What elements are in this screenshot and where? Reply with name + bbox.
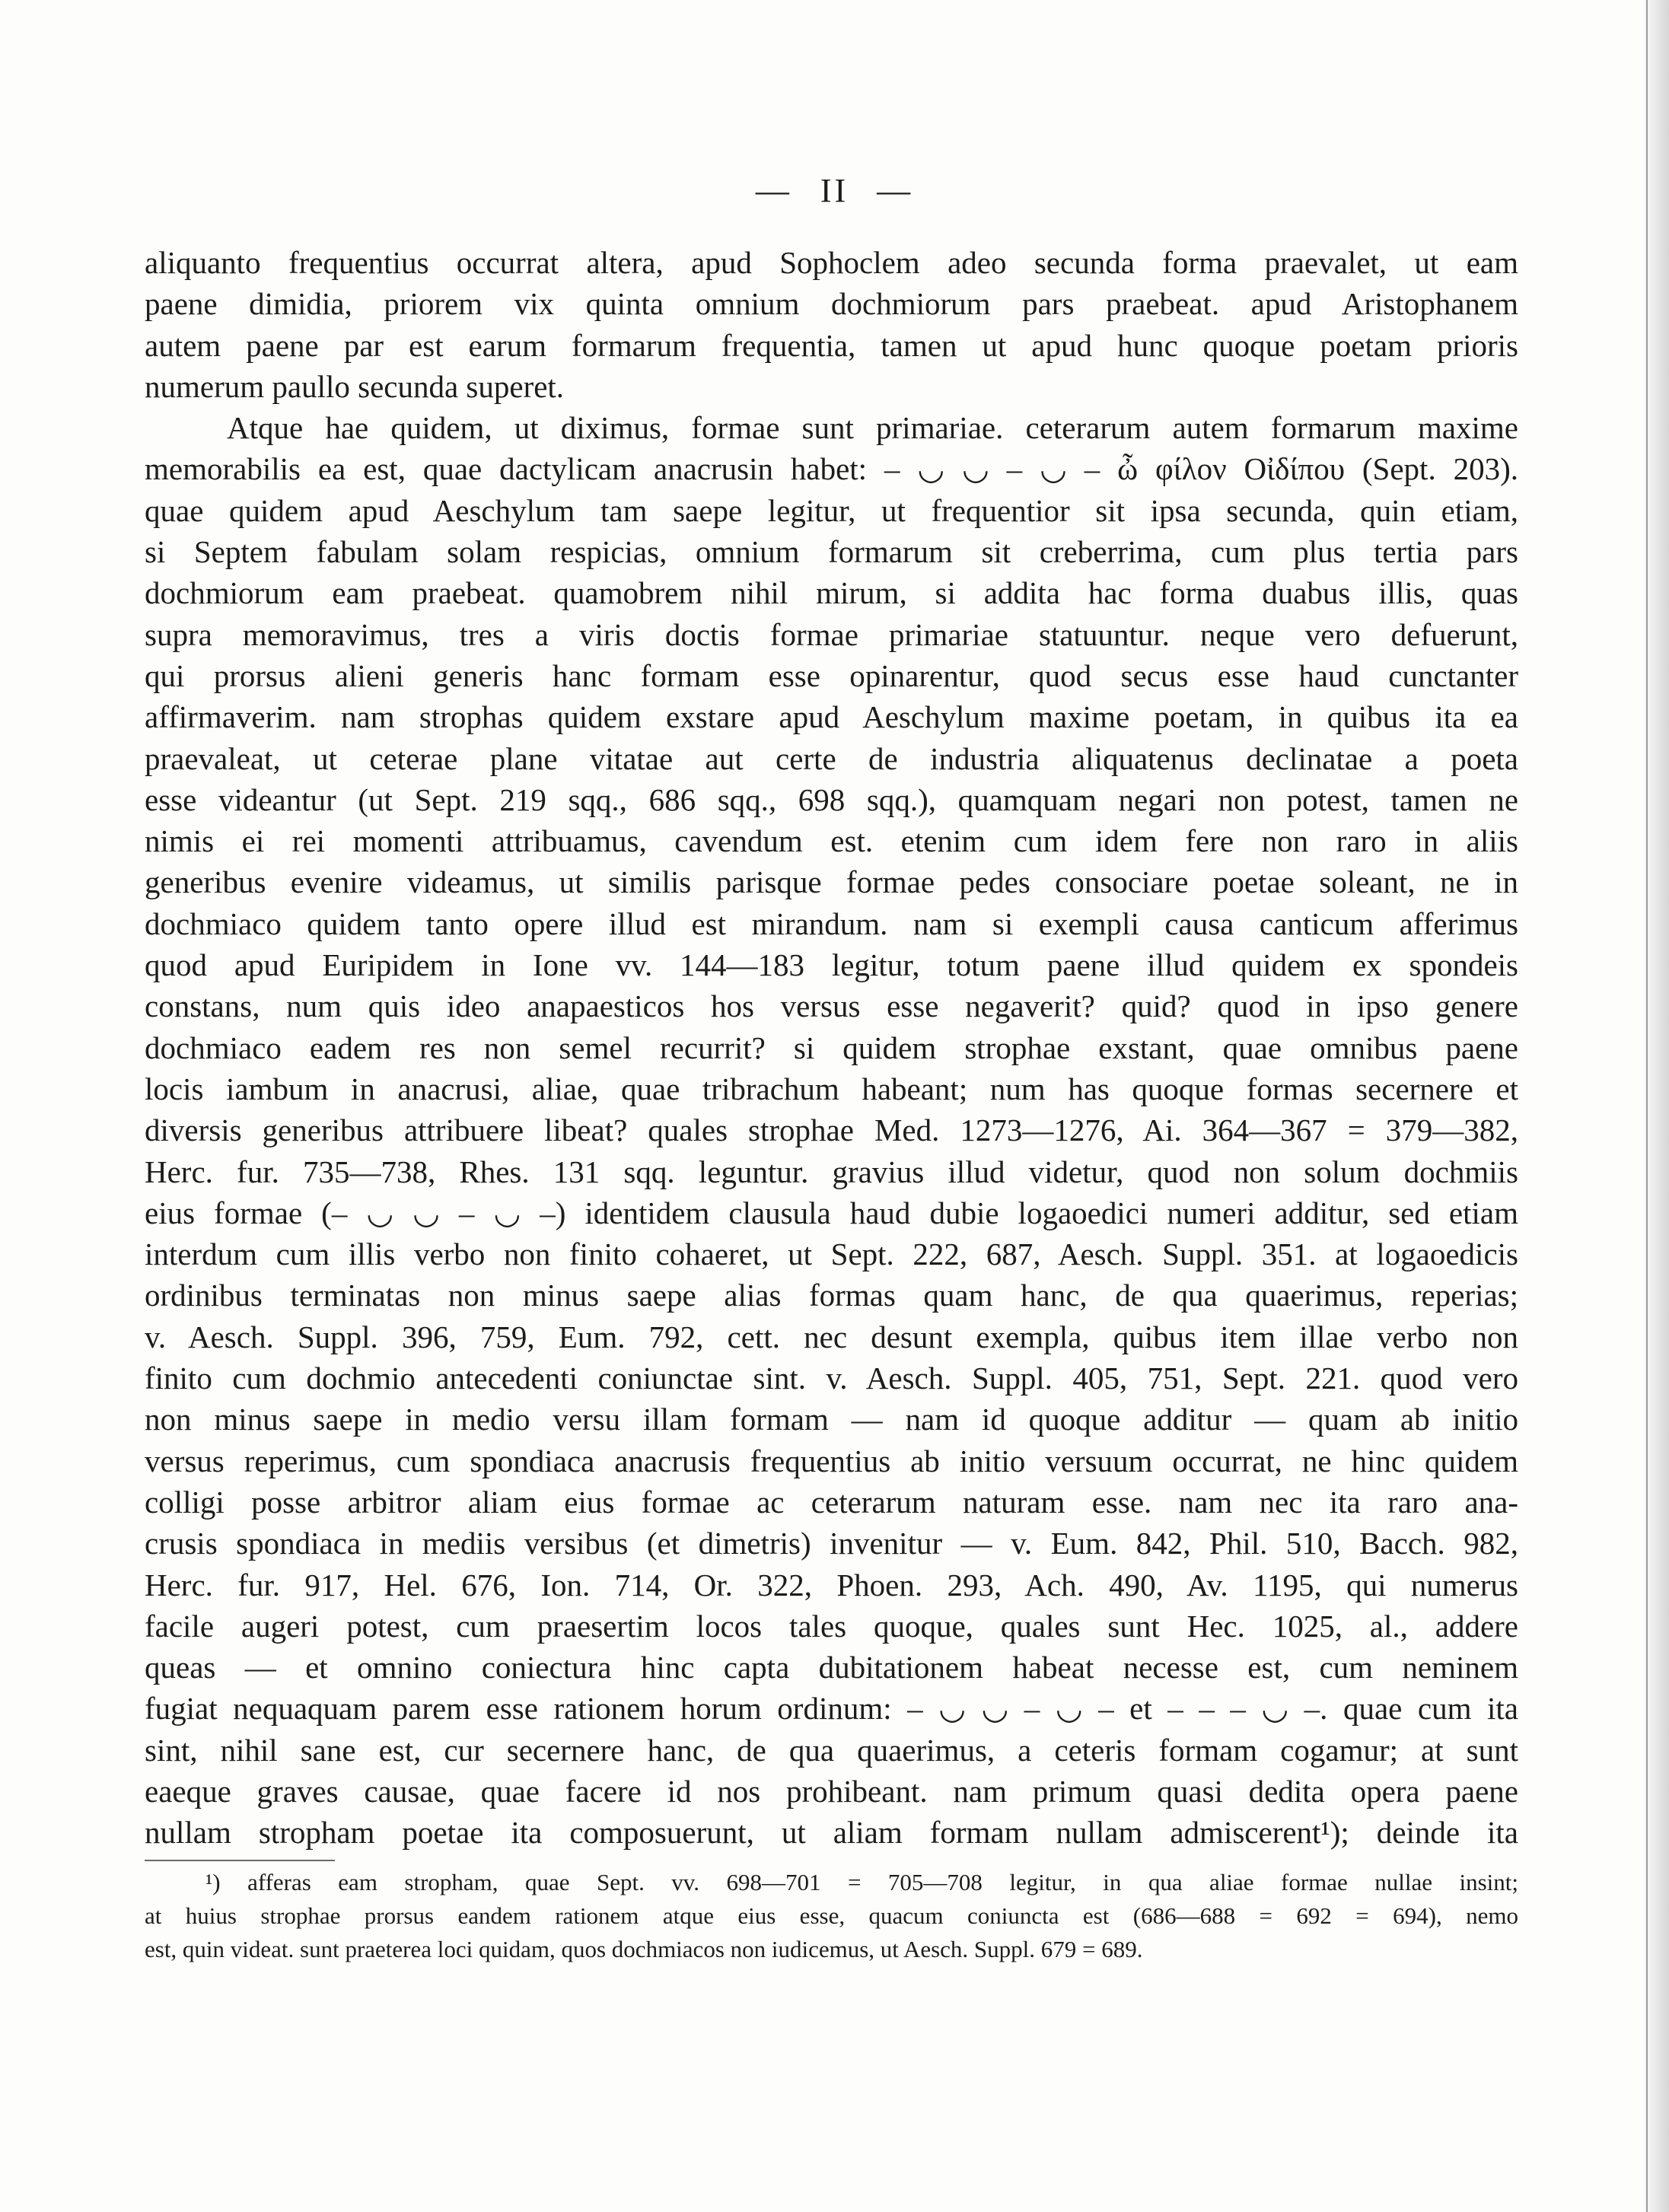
text-line: eius formae (– ◡ ◡ – ◡ –) identidem clausula haud dubie logaoedici numeri additur, sed etiam (145, 1195, 1518, 1230)
text-line: facile augeri potest, cum praesertim locos tales quoque, quales sunt Hec. 1025, al., addere (145, 1608, 1518, 1644)
text-line: diversis generibus attribuere libeat? quales strophae Med. 1273—1276, Ai. 364—367 = 379—382, (145, 1112, 1518, 1148)
text-line: quae quidem apud Aeschylum tam saepe legitur, ut frequentior sit ipsa secunda, quin etiam, (145, 492, 1518, 528)
text-line: queas — et omnino coniectura hinc capta dubitationem habeat necesse est, cum neminem (145, 1650, 1518, 1685)
text-line: numerum paullo secunda superet. (145, 368, 565, 404)
footnote-divider (145, 1860, 335, 1861)
text-line: dochmiaco quidem tanto opere illud est mirandum. nam si exempli causa canticum afferimus (145, 905, 1518, 941)
page-edge-shadow (1642, 0, 1669, 2212)
footnotes (145, 1866, 1518, 1966)
text-line: paene dimidia, priorem vix quinta omnium dochmiorum pars praebeat. apud Aristophanem (145, 286, 1518, 322)
text-line: generibus evenire videamus, ut similis parisque formae pedes consociare poetae soleant, ne in (145, 864, 1518, 900)
text-line: Herc. fur. 917, Hel. 676, Ion. 714, Or. 322, Phoen. 293, Ach. 490, Av. 1195, qui numerus (145, 1567, 1518, 1603)
text-line: si Septem fabulam solam respicias, omnium formarum sit creberrima, cum plus tertia pars (145, 534, 1518, 570)
text-line: dochmiaco eadem res non semel recurrit? si quidem strophae exstant, quae omnibus paene (145, 1030, 1518, 1065)
text-line: constans, num quis ideo anapaesticos hos versus esse negaverit? quid? quod in ipso genere (145, 988, 1518, 1024)
text-line: finito cum dochmio antecedenti coniunctae sint. v. Aesch. Suppl. 405, 751, Sept. 221. quod vero (145, 1361, 1518, 1396)
text-line: aliquanto frequentius occurrat altera, apud Sophoclem adeo secunda forma praevalet, ut eam (145, 245, 1518, 280)
text-line: eaeque graves causae, quae facere id nos prohibeant. nam primum quasi dedita opera paene (145, 1773, 1518, 1809)
text-line: interdum cum illis verbo non finito cohaeret, ut Sept. 222, 687, Aesch. Suppl. 351. at logaoedicis (145, 1236, 1518, 1272)
text-line: non minus saepe in medio versu illam formam — nam id quoque additur — quam ab initio (145, 1402, 1518, 1437)
text-line: v. Aesch. Suppl. 396, 759, Eum. 792, cett. nec desunt exempla, quibus item illae verbo non (145, 1319, 1518, 1354)
text-line: locis iambum in anacrusi, aliae, quae tribrachum habeant; num has quoque formas secernere et (145, 1071, 1518, 1106)
text-line: autem paene par est earum formarum frequentia, tamen ut apud hunc quoque poetam prioris (145, 327, 1518, 363)
text-line: nimis ei rei momenti attribuamus, cavendum est. etenim cum idem fere non raro in aliis (145, 823, 1518, 859)
text-line: Atque hae quidem, ut diximus, formae sunt primariae. ceterarum autem formarum maxime (227, 410, 1518, 446)
text-line: quod apud Euripidem in Ione vv. 144—183 legitur, totum paene illud quidem ex spondeis (145, 947, 1518, 983)
footnote-line: ¹) afferas eam stropham, quae Sept. vv. 698—701 = 705—708 legitur, in qua aliae formae nullae insint; (205, 1869, 1518, 1895)
text-line: colligi posse arbitror aliam eius formae ac ceterarum naturam esse. nam nec ita raro ana- (145, 1484, 1518, 1520)
text-line: Herc. fur. 735—738, Rhes. 131 sqq. leguntur. gravius illud videtur, quod non solum dochmiis (145, 1154, 1518, 1189)
text-line: affirmaverim. nam strophas quidem exstare apud Aeschylum maxime poetam, in quibus ita ea (145, 699, 1518, 735)
text-line: crusis spondiaca in mediis versibus (et dimetris) invenitur — v. Eum. 842, Phil. 510, Bacch. 982, (145, 1526, 1518, 1561)
page-number: — II — (755, 172, 914, 209)
footnote-line: at huius strophae prorsus eandem rationem atque eius esse, quacum coniuncta est (686—688 = 692 = 694), nemo (145, 1902, 1518, 1929)
text-line: qui prorsus alieni generis hanc formam esse opinarentur, quod secus esse haud cunctanter (145, 657, 1518, 693)
text-line: memorabilis ea est, quae dactylicam anacrusin habet: – ◡ ◡ – ◡ – ὦ φίλον Οἰδίπου (Sept. 203). (145, 451, 1518, 487)
text-line: praevaleat, ut ceterae plane vitatae aut certe de industria aliquatenus declinatae a poeta (145, 740, 1518, 776)
text-line: supra memoravimus, tres a viris doctis formae primariae statuuntur. neque vero defuerunt, (145, 616, 1518, 652)
text-line: ordinibus terminatas non minus saepe alias formas quam hanc, de qua quaerimus, reperias; (145, 1278, 1518, 1313)
footnote-line: est, quin videat. sunt praeterea loci quidam, quos dochmiacos non iudicemus, ut Aesch. Suppl. 679 = 689. (145, 1936, 1143, 1962)
text-line: dochmiorum eam praebeat. quamobrem nihil mirum, si addita hac forma duabus illis, quas (145, 575, 1518, 611)
text-line: versus reperimus, cum spondiaca anacrusis frequentius ab initio versuum occurrat, ne hinc quidem (145, 1443, 1518, 1478)
text-line: esse videantur (ut Sept. 219 sqq., 686 sqq., 698 sqq.), quamquam negari non potest, tamen ne (145, 781, 1518, 817)
text-line: fugiat nequaquam parem esse rationem horum ordinum: – ◡ ◡ – ◡ – et – – – ◡ –. quae cum ita (145, 1691, 1518, 1727)
body-text (145, 242, 1518, 1854)
text-line: nullam stropham poetae ita composuerunt, ut aliam formam nullam admiscerent¹); deinde ita (145, 1815, 1518, 1851)
text-line: sint, nihil sane est, cur secernere hanc, de qua quaerimus, a ceteris formam cogamur; at sunt (145, 1732, 1518, 1768)
